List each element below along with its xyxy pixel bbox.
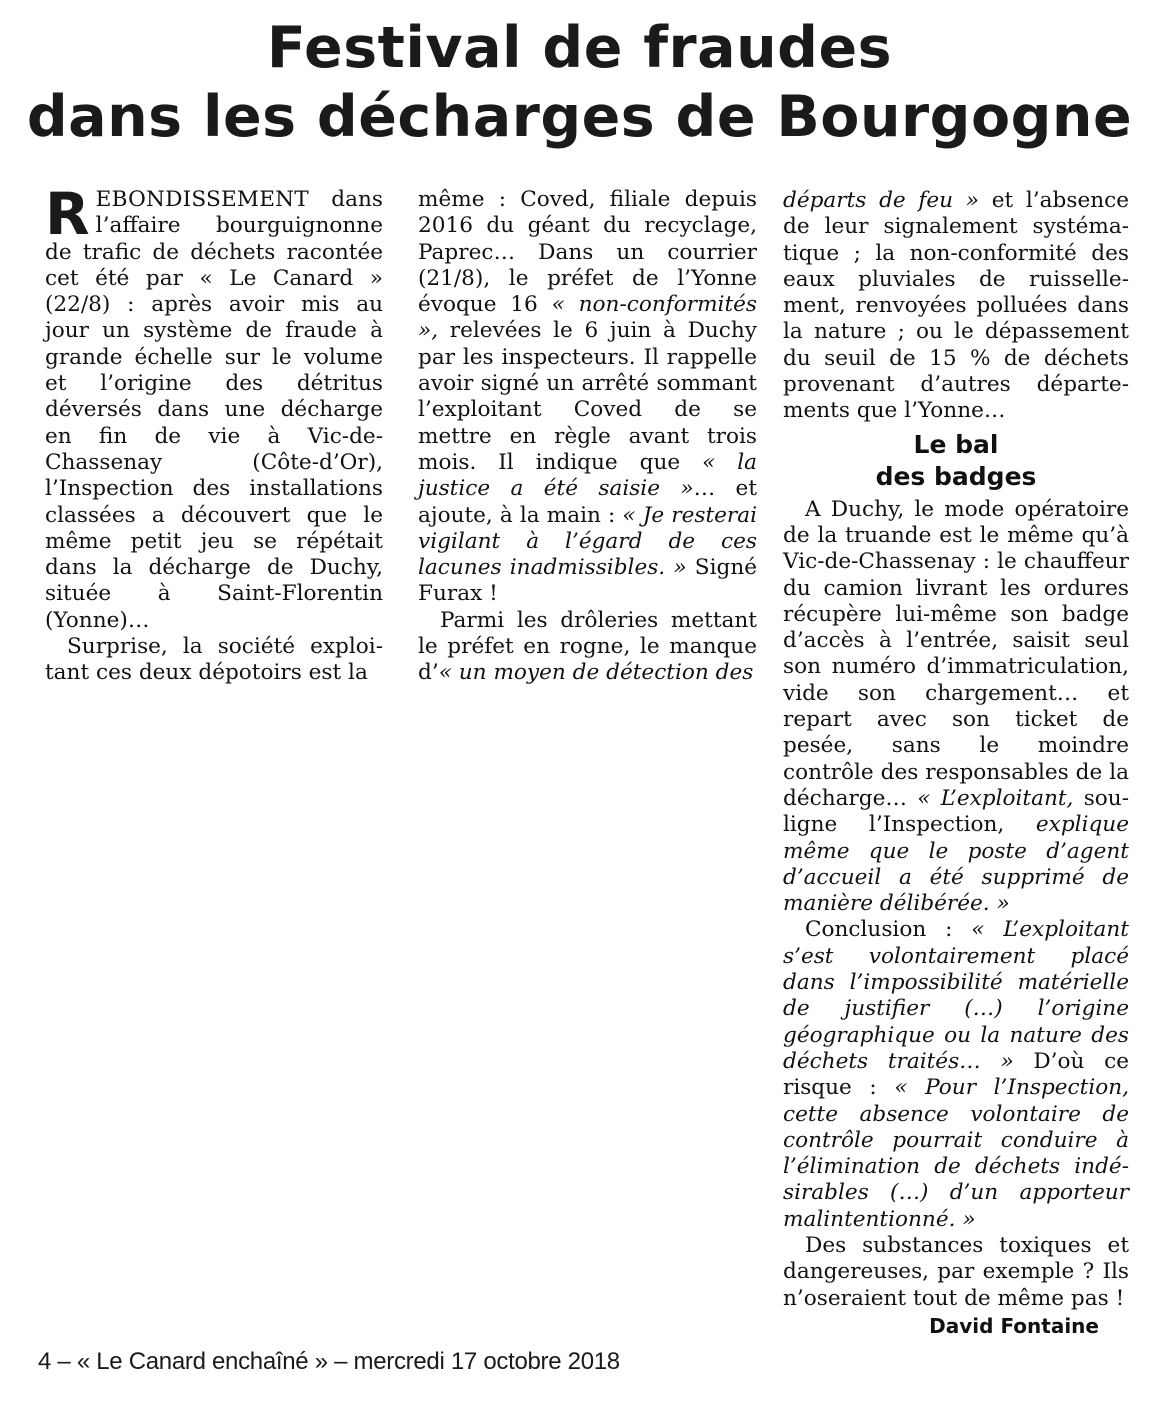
- text-run: A Duchy, le mode opératoire de la truande est le même qu’à Vic-de-Chassenay : le chauffeur du camion livrant les ordures récupère lui-même son badge d’accès à l’entrée, saisit seul son numéro d’immatriculation, vide son chargement… et repart avec son ticket de pesée, sans le moindre contrôle des responsables de la décharge…: [783, 496, 1129, 811]
- paragraph: [783, 917, 1129, 1233]
- quote: « L’exploitant s’est volontairement placé dans l’impossibilité matérielle de justifier (…) l’origine géographique ou la nature des déchets traités… »: [783, 917, 1129, 1074]
- text-run: Parmi les drôleries mettant le préfet en rogne, le manque d’: [418, 607, 757, 686]
- quote: départs de feu »: [783, 188, 980, 213]
- article-column-1: [45, 180, 383, 687]
- paragraph: [418, 608, 757, 687]
- text-run: relevées le 6 juin à Duchy par les inspecteurs. Il rappelle avoir signé un arrêté sommant l’exploitant Coved de se mettre en règle avant trois mois. Il indique que: [418, 318, 757, 475]
- text-run: Signé Furax !: [418, 555, 758, 607]
- quote: explique même que le poste d’agent d’accueil a été supprimé de manière délibérée. »: [783, 812, 1129, 917]
- article-column-2: [418, 187, 757, 687]
- quote: « Je resterai vigilant à l’égard de ces lacunes inadmissibles. »: [418, 502, 757, 581]
- headline-line-1: Festival de fraudes: [266, 15, 893, 81]
- quote: « non-conformités »,: [418, 292, 757, 344]
- lead-caps: EBONDISSEMENT: [95, 187, 309, 212]
- text-run: Conclusion :: [805, 917, 972, 943]
- paragraph: [783, 188, 1129, 425]
- subheading: [783, 429, 1129, 493]
- paragraph-lead: [45, 180, 383, 634]
- page-footer: 4 – « Le Canard enchaîné » – mercredi 17 octobre 2018: [38, 1348, 620, 1375]
- paragraph: Des substances toxiques et dangereuses, par exemple ? Ils n’oseraient tout de même pas !: [783, 1232, 1129, 1311]
- paragraph: [783, 497, 1129, 918]
- subheading-line-1: Le bal: [913, 429, 999, 459]
- quote: « L’exploitant,: [917, 785, 1074, 811]
- headline: [0, 14, 1159, 152]
- text-run: D’où ce risque :: [783, 1048, 1129, 1101]
- quote: « un moyen de détection des: [438, 660, 754, 686]
- lead-text: dans l’affaire bourguignonne de trafic de déchets racontée cet été par « Le Canard » (22/8) : après avoir mis au jour un système de fraude à grande échelle sur le volume et l’origine des détritus déversés dans une décharge en fin de vie à Vic-de-Chassenay (Côte-d’Or), l’Inspection des installations classées a découvert que le même petit jeu se répétait dans la décharge de Duchy, située à Saint-Florentin (Yonne)…: [45, 187, 383, 633]
- paragraph: [418, 187, 757, 608]
- article-column-3: [783, 188, 1129, 1340]
- quote: « la justice a été saisie »: [418, 449, 757, 502]
- author-signature: David Fontaine: [929, 1313, 1099, 1338]
- text-run: souligne l’Inspection,: [783, 785, 1129, 838]
- text-run: … et ajoute, à la main :: [418, 476, 757, 528]
- subheading-line-2: des badges: [875, 461, 1037, 491]
- paragraph: Surprise, la société exploitant ces deux dépotoirs est la: [45, 634, 383, 686]
- headline-line-2: dans les décharges de Bourgogne: [26, 84, 1133, 150]
- drop-cap: R: [45, 180, 90, 248]
- quote: « Pour l’Inspection, cette absence volontaire de contrôle pourrait conduire à l’élimination de déchets indésirables (…) d’un apporteur malintentionné. »: [783, 1075, 1129, 1232]
- text-run: même : Coved, filiale depuis 2016 du géant du recyclage, Paprec… Dans un courrier (21/8), le préfet de l’Yonne évoque 16: [418, 187, 757, 318]
- text-run: et l’absence de leur signalement systématique ; la non-conformité des eaux pluviales de ruissellement, renvoyées polluées dans la nature ; ou le dépassement du seuil de 15 % de déchets provenant d’autres départements que l’Yonne…: [783, 188, 1130, 424]
